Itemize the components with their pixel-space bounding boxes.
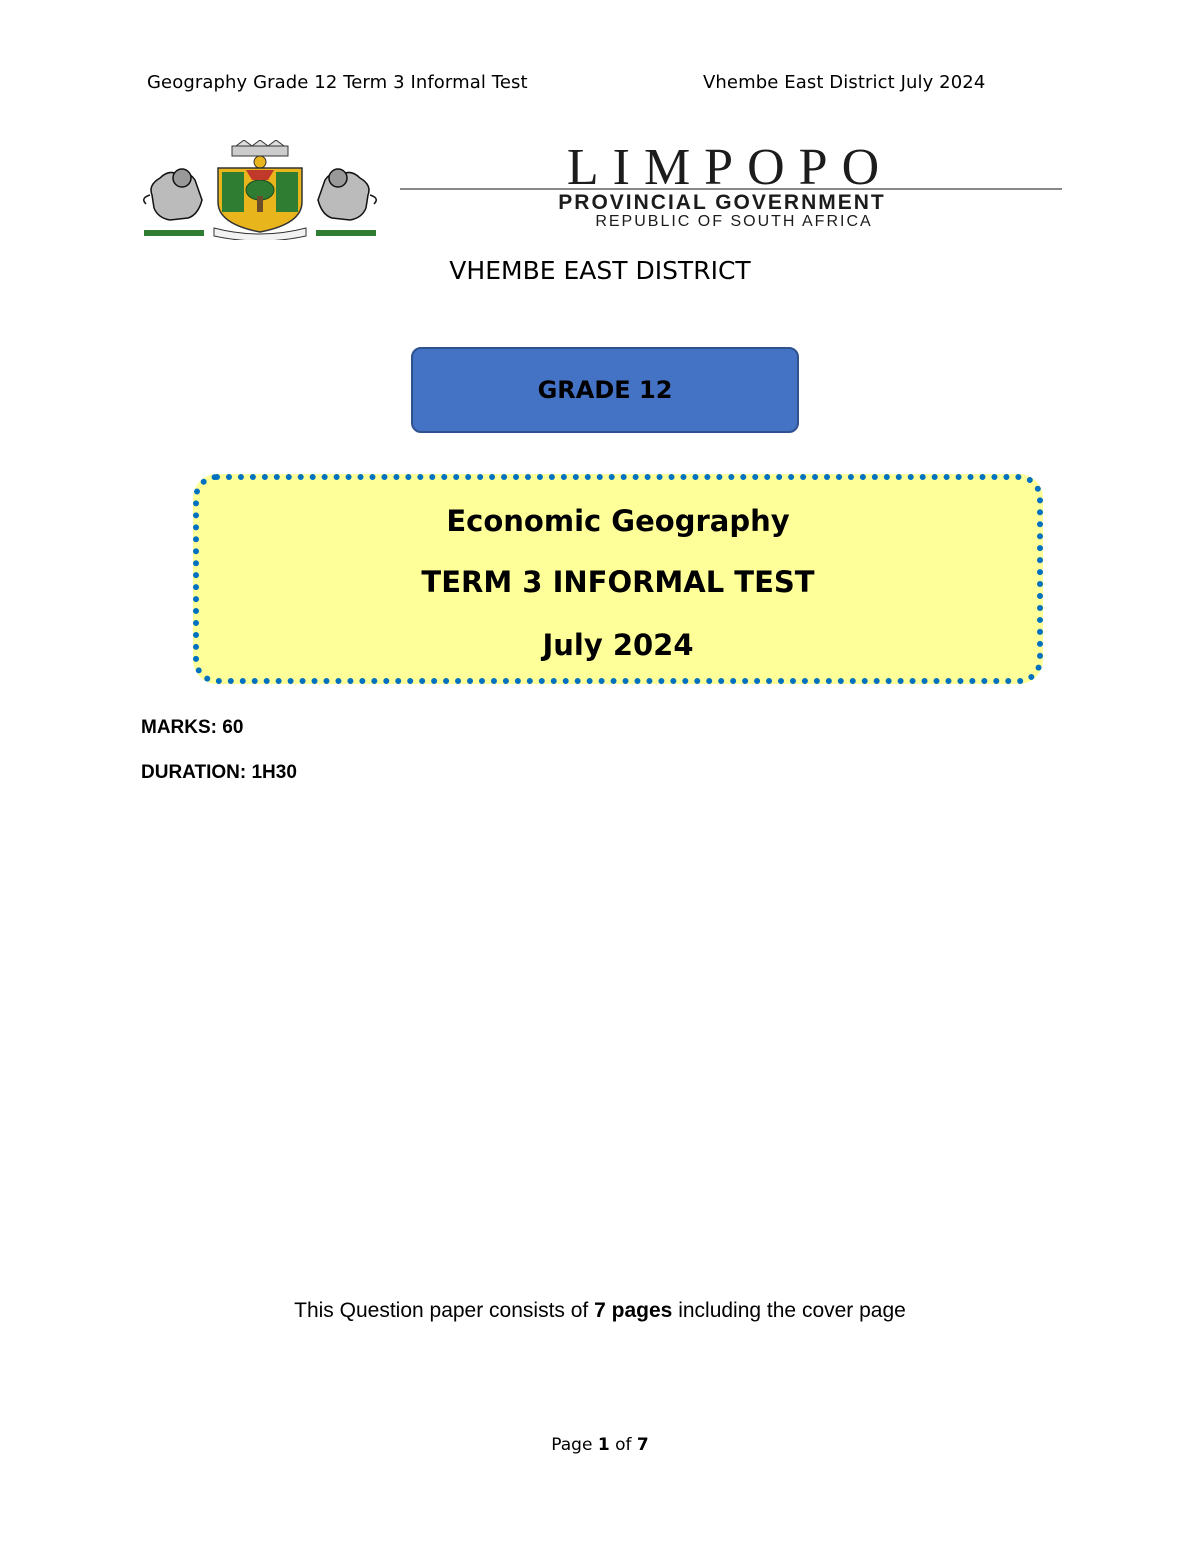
duration-line <box>141 762 297 784</box>
district-heading: VHEMBE EAST DISTRICT <box>449 256 751 285</box>
header-right-text: Vhembe East District July 2024 <box>703 72 986 93</box>
brand-title: LIMPOPO <box>566 140 894 196</box>
duration-label: DURATION: <box>141 762 247 783</box>
crest-shield <box>218 168 302 232</box>
test-title: TERM 3 INFORMAL TEST <box>421 565 815 599</box>
note-prefix: This Question paper consists of <box>294 1299 589 1322</box>
test-date: July 2024 <box>542 628 694 662</box>
brand-tagline: REPUBLIC OF SOUTH AFRICA <box>595 213 873 230</box>
note-suffix: including the cover page <box>678 1299 906 1322</box>
page-word: Page <box>551 1435 593 1455</box>
page-of: of <box>615 1435 632 1455</box>
marks-label: MARKS: <box>141 717 217 738</box>
left-lion <box>144 169 202 220</box>
coat-of-arms-logo <box>140 140 380 240</box>
page-number <box>0 1435 1200 1455</box>
subject-title: Economic Geography <box>446 504 790 538</box>
grade-label: GRADE 12 <box>537 376 673 404</box>
duration-value: 1H30 <box>251 762 297 783</box>
page-total: 7 <box>636 1435 649 1455</box>
provincial-government-logo <box>400 140 1062 240</box>
crest-crown <box>232 140 288 168</box>
header-left-text: Geography Grade 12 Term 3 Informal Test <box>147 72 528 93</box>
right-lion <box>318 169 376 220</box>
page-count-note <box>0 1299 1200 1323</box>
brand-subtitle: PROVINCIAL GOVERNMENT <box>558 191 886 214</box>
title-box <box>193 474 1043 684</box>
grade-box <box>411 347 799 433</box>
note-pages: 7 pages <box>594 1299 673 1322</box>
marks-value: 60 <box>222 717 244 738</box>
page-current: 1 <box>597 1435 610 1455</box>
marks-line <box>141 717 243 739</box>
